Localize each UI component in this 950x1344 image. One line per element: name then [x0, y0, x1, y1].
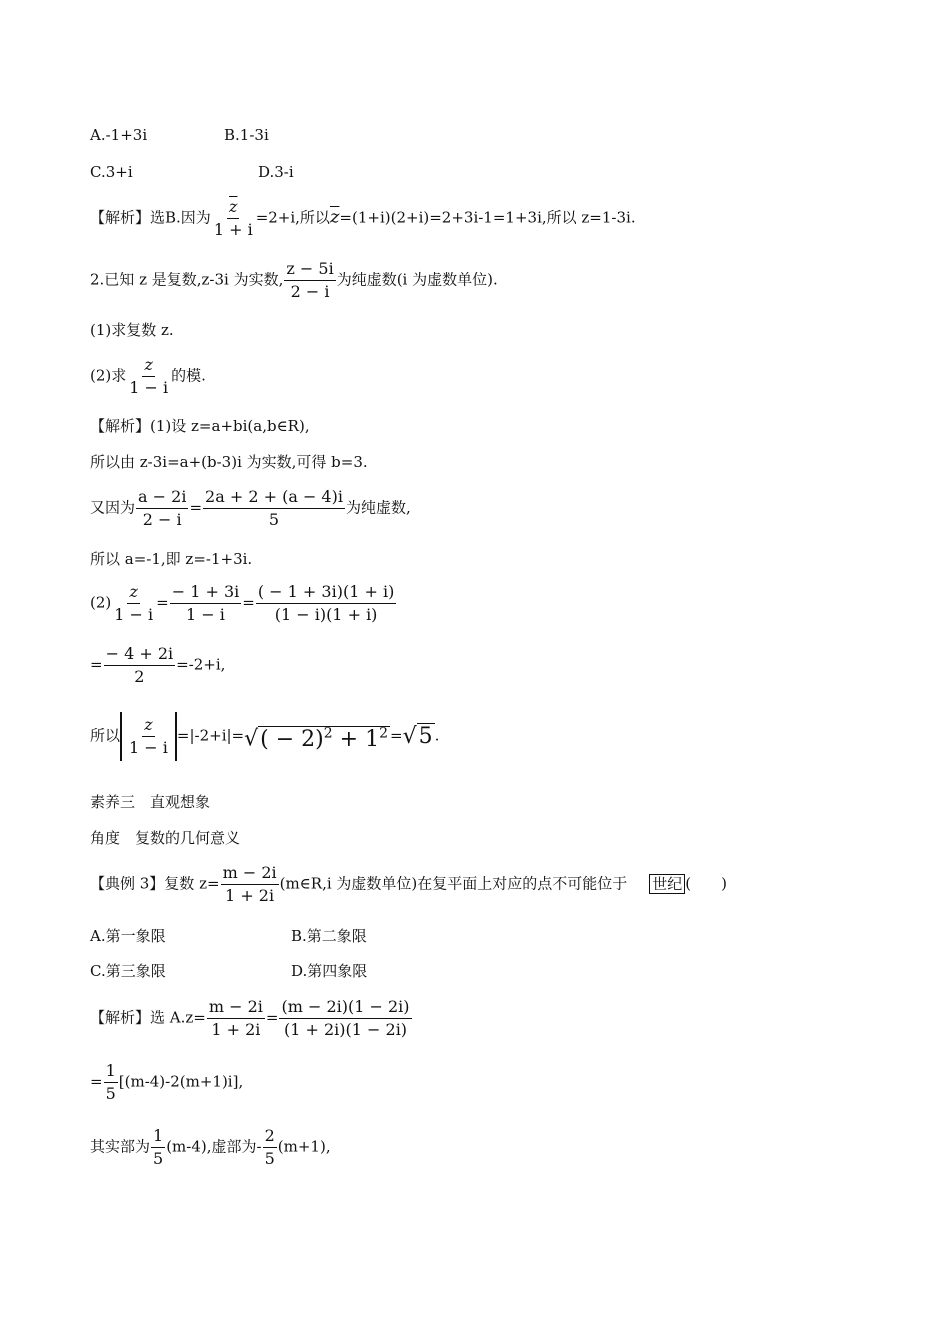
watermark-box: 世纪 [649, 874, 685, 894]
fraction [104, 643, 176, 688]
fraction-numerator: 1 [104, 1060, 118, 1083]
equals-sign: = [189, 498, 203, 517]
fraction-denominator: (1 + 2i)(1 − 2i) [283, 1020, 408, 1039]
solution-2-line-7 [90, 712, 439, 761]
fraction-numerator: a − 2i [136, 486, 188, 509]
question-2-part-1: (1)求复数 z. [90, 321, 174, 339]
question-text: 为纯虚数(i 为虚数单位). [336, 270, 498, 289]
solution-text: (1)设 z=a+bi(a,b∈R), [150, 417, 310, 435]
fraction-numerator: z [127, 581, 139, 604]
question-2-part-2 [90, 354, 206, 399]
example-3 [90, 862, 727, 907]
fraction-denominator: 5 [264, 1149, 275, 1168]
option-c: C.3+i [90, 163, 133, 181]
fraction-numerator: (m − 2i)(1 − 2i) [279, 996, 411, 1019]
square-root: √5 [402, 723, 433, 749]
solution-2-line-1 [90, 416, 310, 436]
question-2 [90, 258, 498, 303]
fraction-denominator: 5 [268, 510, 280, 529]
fraction-numerator: 2a + 2 + (a − 4)i [203, 486, 345, 509]
fraction-numerator: z [142, 714, 154, 737]
solution-text: 所以 [90, 726, 121, 745]
option-a: A.-1+3i [90, 126, 148, 144]
solution-3-line-1 [90, 996, 413, 1041]
equals-sign: = [265, 1008, 279, 1027]
fraction-denominator: 5 [105, 1084, 116, 1103]
example-text: 【典例 3】复数 z= [90, 874, 220, 893]
radicand: 5 [418, 723, 433, 749]
solution-text: 其实部为 [90, 1137, 151, 1156]
fraction-denominator: 2 − i [142, 510, 182, 529]
fraction [151, 1125, 165, 1170]
solution-text: =(1+i)(2+i)=2+3i-1=1+3i,所以 z=1-3i. [339, 208, 636, 227]
fraction [104, 1060, 118, 1105]
option-c: C.第三象限 [90, 962, 166, 980]
fraction-numerator: 2 [263, 1125, 277, 1148]
equals-sign: = [90, 655, 103, 674]
fraction [136, 486, 188, 531]
equals-sign: = [156, 593, 169, 612]
fraction-numerator: z − 5i [284, 258, 335, 281]
solution-text: (2) [90, 593, 112, 612]
fraction [112, 581, 155, 626]
solution-label: 【解析】 [90, 208, 151, 227]
fraction [127, 714, 170, 759]
solution-3-line-2 [90, 1060, 243, 1105]
solution-2-line-6 [90, 643, 225, 688]
exponent: 2 [323, 725, 333, 742]
fraction [170, 581, 242, 626]
solution-2-line-4: 所以 a=-1,即 z=-1+3i. [90, 550, 253, 568]
option-d: D.3-i [258, 163, 294, 181]
solution-text: 又因为 [90, 498, 136, 517]
fraction-denominator: 1 − i [186, 605, 225, 624]
option-d: D.第四象限 [291, 962, 368, 980]
exponent: 2 [379, 725, 389, 742]
equals-sign: = [242, 593, 255, 612]
absolute-value [120, 712, 177, 761]
option-b: B.第二象限 [291, 927, 367, 945]
solution-text: (m-4),虚部为- [166, 1137, 262, 1156]
section-title: 素养三 直观想象 [90, 793, 211, 811]
fraction [256, 581, 396, 626]
fraction [263, 1125, 277, 1170]
z-conjugate: $\overline{z}$ [329, 206, 340, 228]
fraction-numerator: ( − 1 + 3i)(1 + i) [256, 581, 396, 604]
fraction-numerator: − 4 + 2i [104, 643, 176, 666]
section-subtitle: 角度 复数的几何意义 [90, 829, 241, 847]
period: . [434, 726, 440, 745]
question-text: 2.已知 z 是复数,z-3i 为实数, [90, 270, 284, 289]
solution-text: (m+1), [277, 1137, 331, 1156]
fraction-numerator: − 1 + 3i [170, 581, 242, 604]
solution-2-line-2: 所以由 z-3i=a+(b-3)i 为实数,可得 b=3. [90, 453, 368, 471]
radicand: + 1 [332, 726, 380, 752]
fraction [221, 862, 279, 907]
fraction [279, 996, 411, 1041]
solution-3-line-3 [90, 1125, 331, 1170]
fraction [203, 486, 345, 531]
solution-text: =-2+i, [176, 655, 226, 674]
fraction-denominator: 1 − i [114, 605, 154, 624]
fraction-numerator: m − 2i [221, 862, 279, 885]
fraction-denominator: 5 [153, 1149, 164, 1168]
solution-text: 【解析】选 A.z= [90, 1008, 206, 1027]
radicand: ( − 2) [260, 726, 324, 752]
question-text: (2)求 [90, 366, 127, 385]
option-b: B.1-3i [224, 126, 269, 144]
fraction [284, 258, 335, 303]
fraction-numerator: z [142, 354, 154, 377]
equals-sign: = [90, 1072, 103, 1091]
solution-text: =|-2+i|= [176, 726, 245, 745]
fraction-denominator: 1 + 2i [211, 1020, 261, 1039]
answer-blank: ( ) [685, 874, 728, 893]
fraction-denominator: 1 − i [129, 378, 169, 397]
fraction-denominator: 1 − i [129, 738, 168, 757]
fraction-denominator: 1 + i [213, 220, 253, 239]
fraction-denominator: 2 [134, 667, 145, 686]
fraction-denominator: 2 − i [290, 282, 330, 301]
solution-text: [(m-4)-2(m+1)i], [118, 1072, 244, 1091]
solution-text: 选B.因为 [150, 208, 211, 227]
fraction [127, 354, 170, 399]
solution-1 [90, 196, 636, 241]
question-text: 的模. [171, 366, 206, 385]
option-a: A.第一象限 [90, 927, 166, 945]
square-root: √( − $2)^2 + 1^2$ [244, 725, 389, 752]
solution-2-line-3 [90, 486, 411, 531]
fraction-numerator: $\overline{z}$ [227, 196, 239, 219]
fraction-numerator: 1 [151, 1125, 165, 1148]
fraction-denominator: 1 + 2i [225, 886, 275, 905]
solution-text: 为纯虚数, [345, 498, 411, 517]
solution-label: 【解析】 [90, 417, 151, 435]
fraction-denominator: (1 − i)(1 + i) [274, 605, 378, 624]
example-text: (m∈R,i 为虚数单位)在复平面上对应的点不可能位于 [279, 874, 628, 893]
solution-2-line-5 [90, 581, 397, 626]
fraction [212, 196, 255, 241]
equals-sign: = [390, 726, 403, 745]
fraction-numerator: m − 2i [207, 996, 265, 1019]
fraction [207, 996, 265, 1041]
solution-text: =2+i,所以 [255, 208, 330, 227]
